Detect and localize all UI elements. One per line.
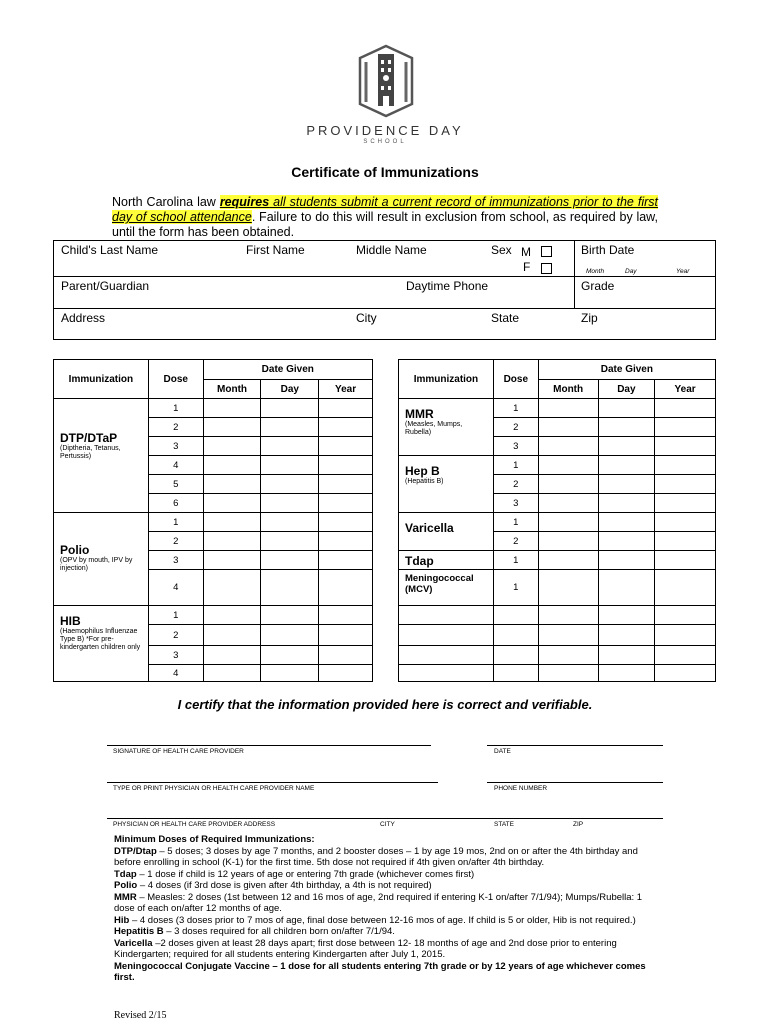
date-cell[interactable] — [203, 646, 261, 665]
dose-number: 3 — [148, 551, 203, 570]
hib-vaccine-name: HIB — [60, 614, 81, 628]
empty-cell — [598, 625, 655, 646]
date-cell[interactable] — [203, 625, 261, 646]
birth-date-label: Birth Date — [581, 243, 635, 257]
date-cell[interactable] — [598, 418, 655, 437]
empty-cell — [655, 606, 716, 625]
sex-male-label: M — [521, 245, 531, 259]
empty-cell — [493, 606, 538, 625]
date-cell[interactable] — [261, 551, 319, 570]
sex-female-checkbox[interactable] — [541, 263, 552, 274]
varicella-vaccine-cell — [399, 513, 494, 551]
dose-number: 4 — [148, 665, 203, 682]
certification-statement: I certify that the information provided here is correct and verifiable. — [177, 697, 593, 712]
empty-cell — [538, 646, 598, 665]
tdap-requirement: Tdap – 1 dose if child is 12 years of age or entering 7th grade (whichever comes first) — [114, 868, 475, 880]
dose-number: 4 — [148, 456, 203, 475]
date-cell[interactable] — [598, 513, 655, 532]
date-cell[interactable] — [655, 437, 716, 456]
provider-address-line[interactable] — [107, 818, 663, 819]
date-given-header: Date Given — [538, 360, 715, 380]
empty-cell — [655, 665, 716, 682]
empty-cell — [598, 646, 655, 665]
tdap-vaccine-cell — [399, 551, 494, 570]
date-cell[interactable] — [538, 551, 598, 570]
date-cell[interactable] — [319, 625, 373, 646]
dose-number: 3 — [493, 437, 538, 456]
dose-number: 1 — [148, 513, 203, 532]
hib-vaccine-desc: (Haemophilus Influenzae Type B) *For pre-kindergarten children only — [60, 628, 141, 651]
date-cell[interactable] — [261, 475, 319, 494]
sex-male-checkbox[interactable] — [541, 246, 552, 257]
date-cell[interactable] — [261, 494, 319, 513]
date-cell[interactable] — [655, 570, 716, 606]
empty-cell — [493, 625, 538, 646]
polio-requirement: Polio – 4 doses (if 3rd dose is given after 4th birthday, a 4th is not required) — [114, 880, 432, 891]
date-cell[interactable] — [655, 551, 716, 570]
dose-number: 6 — [148, 494, 203, 513]
hepb-vaccine-desc: (Hepatitis B) — [405, 478, 444, 485]
date-cell[interactable] — [261, 437, 319, 456]
dose-number: 2 — [493, 418, 538, 437]
date-cell[interactable] — [261, 665, 319, 682]
date-cell[interactable] — [319, 665, 373, 682]
day-header: Day — [261, 380, 319, 399]
dose-number: 1 — [148, 399, 203, 418]
date-cell[interactable] — [655, 418, 716, 437]
polio-vaccine-cell — [54, 513, 149, 606]
date-cell[interactable] — [319, 494, 373, 513]
date-cell[interactable] — [261, 532, 319, 551]
empty-cell — [538, 606, 598, 625]
date-cell[interactable] — [598, 475, 655, 494]
provider-name-label: TYPE OR PRINT PHYSICIAN OR HEALTH CARE PROVIDER NAME — [113, 785, 315, 792]
date-cell[interactable] — [319, 551, 373, 570]
dose-header: Dose — [493, 360, 538, 399]
signature-label: SIGNATURE OF HEALTH CARE PROVIDER — [113, 748, 244, 755]
right-immunization-table — [398, 359, 716, 682]
polio-vaccine-name: Polio — [60, 543, 90, 557]
date-cell[interactable] — [655, 494, 716, 513]
revision-date: Revised 2/15 — [114, 1010, 167, 1021]
dose-number: 1 — [493, 456, 538, 475]
intro-paragraph: North Carolina law requires all students submit a current record of immunizations prior to the first day of school attendance. Failure to do this will result in exclusion from school, as required by law, until the form has been obtained. — [112, 195, 659, 239]
date-cell[interactable] — [203, 418, 261, 437]
date-cell[interactable] — [203, 475, 261, 494]
hib-requirement: Hib – 4 doses (3 doses prior to 7 mos of age, final dose between 12-16 mos of age. If child is 5 or older, Hib is not required.) — [114, 914, 636, 926]
address-label: Address — [61, 311, 106, 325]
dose-number: 2 — [493, 532, 538, 551]
provider-name-line[interactable] — [107, 782, 438, 783]
phone-label: PHONE NUMBER — [494, 785, 548, 792]
polio-vaccine-desc: (OPV by mouth, IPV by injection) — [60, 557, 133, 572]
date-cell[interactable] — [538, 532, 598, 551]
immunization-header: Immunization — [399, 360, 494, 399]
dose-number: 4 — [148, 570, 203, 606]
student-info-box — [53, 240, 716, 340]
mmr-vaccine-desc: (Measles, Mumps, Rubella) — [405, 421, 463, 436]
empty-cell — [538, 625, 598, 646]
date-given-header: Date Given — [203, 360, 372, 380]
childs-last-name-label: Child's Last Name — [61, 243, 158, 257]
date-cell[interactable] — [538, 570, 598, 606]
date-cell[interactable] — [598, 570, 655, 606]
date-cell[interactable] — [203, 456, 261, 475]
date-cell[interactable] — [203, 513, 261, 532]
date-cell[interactable] — [319, 570, 373, 606]
date-cell[interactable] — [538, 399, 598, 418]
date-cell[interactable] — [203, 665, 261, 682]
hib-vaccine-cell — [54, 606, 149, 682]
dose-number: 3 — [493, 494, 538, 513]
mmr-requirement: MMR – Measles: 2 doses (1st between 12 and 16 mos of age, 2nd required if entering K-1 on/after 7/1/94); Mumps/Rubella: 1 dose of each on/after 12 months of age. — [114, 891, 643, 914]
year-header: Year — [655, 380, 716, 399]
date-cell[interactable] — [319, 513, 373, 532]
empty-cell — [399, 606, 494, 625]
dose-number: 1 — [493, 513, 538, 532]
date-cell[interactable] — [655, 475, 716, 494]
dose-number: 2 — [493, 475, 538, 494]
grade-label: Grade — [581, 279, 615, 293]
date-cell[interactable] — [319, 437, 373, 456]
dtp-vaccine-cell — [54, 399, 149, 513]
date-cell[interactable] — [655, 513, 716, 532]
birth-year-label: Year — [676, 268, 690, 275]
min-doses-heading: Minimum Doses of Required Immunizations: — [114, 834, 315, 845]
birth-day-label: Day — [625, 268, 637, 275]
date-cell[interactable] — [319, 418, 373, 437]
zip-label: Zip — [581, 311, 598, 325]
date-cell[interactable] — [598, 399, 655, 418]
month-header: Month — [203, 380, 261, 399]
date-cell[interactable] — [261, 625, 319, 646]
mcv-requirement: Meningococcal Conjugate Vaccine – 1 dose for all students entering 7th grade or by 12 years of age whichever comes first. — [114, 960, 646, 983]
middle-name-label: Middle Name — [356, 243, 427, 257]
empty-cell — [538, 665, 598, 682]
year-header: Year — [319, 380, 373, 399]
daytime-phone-label: Daytime Phone — [406, 279, 489, 293]
hepb-vaccine-name: Hep B — [405, 464, 440, 478]
varicella-requirement: Varicella –2 doses given at least 28 days apart; first dose between 12- 18 months of age and 2nd dose prior to entering Kindergarten; required for all students entering Kindergarten after July 1, 2015. — [114, 937, 617, 960]
date-label: DATE — [494, 748, 511, 755]
mmr-vaccine-name: MMR — [405, 407, 434, 421]
empty-cell — [598, 606, 655, 625]
date-cell[interactable] — [319, 606, 373, 625]
mcv-vaccine-name: Meningococcal (MCV) — [405, 573, 474, 595]
date-cell[interactable] — [319, 456, 373, 475]
empty-cell — [655, 625, 716, 646]
mcv-vaccine-cell — [399, 570, 494, 606]
dose-number: 3 — [148, 437, 203, 456]
date-cell[interactable] — [538, 475, 598, 494]
dose-number: 1 — [493, 551, 538, 570]
mmr-vaccine-cell — [399, 399, 494, 456]
month-header: Month — [538, 380, 598, 399]
date-line[interactable] — [487, 745, 663, 746]
day-header: Day — [598, 380, 655, 399]
school-name: PROVIDENCE DAY — [306, 123, 464, 138]
empty-cell — [493, 646, 538, 665]
provider-address-label: PHYSICIAN OR HEALTH CARE PROVIDER ADDRESS — [113, 821, 276, 828]
hepb-requirement: Hepatitis B – 3 doses required for all children born on/after 7/1/94. — [114, 926, 395, 937]
date-cell[interactable] — [598, 456, 655, 475]
date-cell[interactable] — [538, 418, 598, 437]
date-cell[interactable] — [655, 399, 716, 418]
first-name-label: First Name — [246, 243, 305, 257]
sex-female-label: F — [523, 260, 531, 274]
state-label: State — [491, 311, 520, 325]
date-cell[interactable] — [538, 456, 598, 475]
date-cell[interactable] — [598, 437, 655, 456]
city-label: City — [356, 311, 377, 325]
dtp-requirement: DTP/Dtap – 5 doses; 3 doses by age 7 months, and 2 booster doses – 1 by age 19 mos, 2nd on or after the 4th birthday and before enrolling in school (K-1) for the first time. 5th dose not required if 4th given on/after 4th birthday. — [114, 845, 638, 868]
empty-cell — [399, 625, 494, 646]
dose-number: 2 — [148, 532, 203, 551]
date-cell[interactable] — [203, 532, 261, 551]
date-cell[interactable] — [319, 532, 373, 551]
date-cell[interactable] — [598, 494, 655, 513]
date-cell[interactable] — [203, 437, 261, 456]
hepb-vaccine-cell — [399, 456, 494, 513]
provider-city-label: CITY — [380, 821, 395, 828]
varicella-vaccine-name: Varicella — [405, 521, 454, 535]
school-logo-icon — [356, 44, 416, 118]
date-cell[interactable] — [203, 570, 261, 606]
date-cell[interactable] — [319, 399, 373, 418]
birth-month-label: Month — [586, 268, 605, 275]
empty-cell — [598, 665, 655, 682]
empty-cell — [399, 665, 494, 682]
tdap-vaccine-name: Tdap — [405, 553, 434, 568]
dose-number: 1 — [493, 570, 538, 606]
parent-guardian-label: Parent/Guardian — [61, 279, 150, 293]
provider-state-label: STATE — [494, 821, 514, 828]
date-cell[interactable] — [203, 606, 261, 625]
date-cell[interactable] — [261, 513, 319, 532]
date-cell[interactable] — [655, 456, 716, 475]
date-cell[interactable] — [203, 399, 261, 418]
dose-number: 1 — [493, 399, 538, 418]
dtp-vaccine-desc: (Diptheria, Tetanus, Pertussis) — [60, 445, 121, 460]
date-cell[interactable] — [261, 606, 319, 625]
school-subtitle: SCHOOL — [363, 139, 407, 145]
signature-line[interactable] — [107, 745, 431, 746]
dose-number: 2 — [148, 625, 203, 646]
minimum-doses-section — [114, 834, 650, 984]
date-cell[interactable] — [203, 494, 261, 513]
date-cell[interactable] — [319, 646, 373, 665]
provider-zip-label: ZIP — [573, 821, 584, 828]
empty-cell — [655, 646, 716, 665]
date-cell[interactable] — [261, 570, 319, 606]
date-cell[interactable] — [538, 513, 598, 532]
date-cell[interactable] — [655, 532, 716, 551]
date-cell[interactable] — [538, 494, 598, 513]
date-cell[interactable] — [261, 646, 319, 665]
dose-number: 5 — [148, 475, 203, 494]
date-cell[interactable] — [319, 475, 373, 494]
dose-number: 1 — [148, 606, 203, 625]
date-cell[interactable] — [598, 532, 655, 551]
date-cell[interactable] — [538, 437, 598, 456]
date-cell[interactable] — [261, 418, 319, 437]
dose-number: 2 — [148, 418, 203, 437]
dose-number: 3 — [148, 646, 203, 665]
phone-line[interactable] — [487, 782, 663, 783]
immunization-header: Immunization — [54, 360, 149, 399]
date-cell[interactable] — [261, 456, 319, 475]
empty-cell — [493, 665, 538, 682]
sex-label: Sex — [491, 243, 512, 257]
left-immunization-table — [53, 359, 373, 682]
dtp-vaccine-name: DTP/DTaP — [60, 431, 118, 445]
date-cell[interactable] — [598, 551, 655, 570]
dose-header: Dose — [148, 360, 203, 399]
page-title: Certificate of Immunizations — [291, 164, 479, 180]
date-cell[interactable] — [203, 551, 261, 570]
date-cell[interactable] — [261, 399, 319, 418]
empty-cell — [399, 646, 494, 665]
